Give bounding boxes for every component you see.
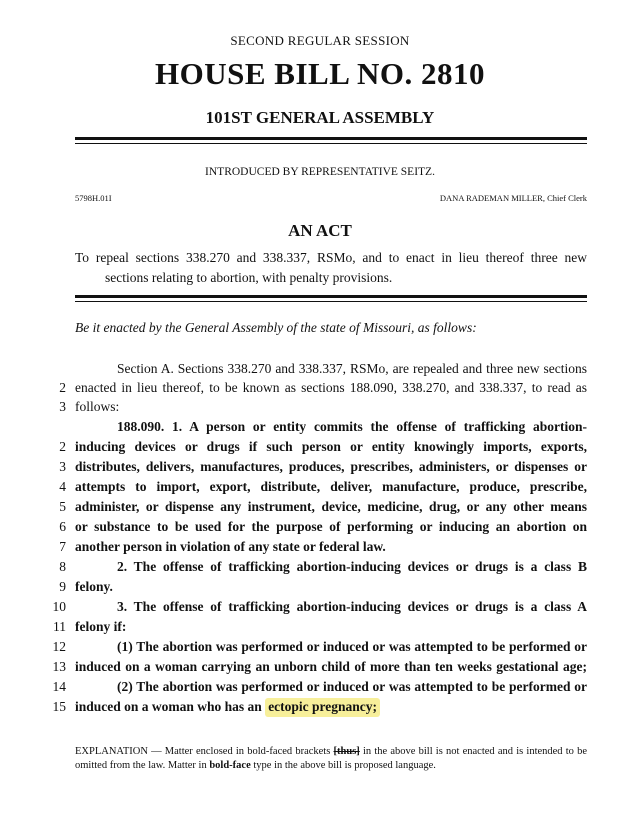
session-label: SECOND REGULAR SESSION: [230, 33, 410, 48]
section-a-line: Section A. Sections 338.270 and 338.337, RSMo, are repealed and three new sections: [117, 361, 587, 376]
line-number: 2: [59, 439, 66, 454]
section-188090-line: (2) The abortion was performed or induced or was attempted to be performed or: [117, 679, 587, 694]
line-number: 12: [52, 639, 66, 654]
bold-face-example: bold-face: [209, 760, 251, 771]
section-a-line: follows:: [75, 399, 120, 414]
explanation-note: [75, 745, 587, 773]
line-number: 2: [59, 380, 66, 395]
bill-number: HOUSE BILL NO. 2810: [155, 56, 485, 91]
section-188090-line: administer, or dispense any instrument, device, medicine, drug, or any other means: [75, 499, 587, 514]
introduced-by: INTRODUCED BY REPRESENTATIVE SEITZ.: [205, 166, 435, 178]
line-number: 9: [59, 579, 66, 594]
section-188090-line: induced on a woman carrying an unborn child of more than ten weeks gestational age;: [75, 659, 587, 674]
section-a-line: enacted in lieu thereof, to be known as sections 188.090, 338.270, and 338.337, to read as: [75, 380, 587, 395]
line-number: 5: [59, 499, 66, 514]
section-188090-line: distributes, delivers, manufactures, produces, prescribes, administers, or dispenses or: [75, 459, 587, 474]
section-188090-line: inducing devices or drugs if such person or entity knowingly imports, exports,: [75, 439, 587, 454]
document-id: 5798H.01I: [75, 193, 112, 203]
line-number: 15: [52, 699, 66, 714]
line-number: 6: [59, 519, 66, 534]
act-title: AN ACT: [288, 221, 352, 240]
line-number: 7: [59, 539, 66, 554]
line-number: 10: [52, 599, 66, 614]
section-188090-line: another person in violation of any state or federal law.: [75, 539, 386, 554]
assembly-label: 101ST GENERAL ASSEMBLY: [205, 108, 435, 127]
act-rule-thin: [75, 301, 587, 302]
section-188090-line: (1) The abortion was performed or induced or was attempted to be performed or: [117, 639, 587, 654]
line-number: 14: [52, 679, 66, 694]
struck-example: [thus]: [333, 746, 360, 757]
line-number: 3: [59, 459, 66, 474]
act-rule-thick: [75, 295, 587, 298]
section-188090-line: 188.090. 1. A person or entity commits the offense of trafficking abortion-: [117, 419, 587, 434]
explanation-part-1: EXPLANATION — Matter enclosed in bold-faced brackets: [75, 746, 331, 757]
section-188090-line: attempts to import, export, distribute, deliver, manufacture, produce, prescribe,: [75, 479, 587, 494]
section-188090-line: 3. The offense of trafficking abortion-inducing devices or drugs is a class A: [117, 599, 587, 614]
section-188090-line-last: [75, 697, 587, 716]
line-number: 8: [59, 559, 66, 574]
line-number: 4: [59, 479, 66, 494]
section-188090-line: felony if:: [75, 619, 127, 634]
section-188090-line-text: induced on a woman who has an: [75, 699, 262, 714]
highlighted-text: ectopic pregnancy;: [265, 698, 380, 717]
section-188090-line: 2. The offense of trafficking abortion-inducing devices or drugs is a class B: [117, 559, 587, 574]
line-number: 13: [52, 659, 66, 674]
act-purpose-line-1: To repeal sections 338.270 and 338.337, RSMo, and to enact in lieu thereof three new: [75, 250, 587, 265]
header-rule-thick: [75, 137, 587, 140]
line-number: 3: [59, 399, 66, 414]
enacting-clause: Be it enacted by the General Assembly of the state of Missouri, as follows:: [75, 320, 477, 335]
chief-clerk: DANA RADEMAN MILLER, Chief Clerk: [439, 193, 587, 203]
header-rule-thin: [75, 143, 587, 144]
section-188090-line: or substance to be used for the purpose of performing or inducing an abortion on: [75, 519, 587, 534]
explanation-part-3: type in the above bill is proposed language.: [253, 760, 436, 771]
line-number: 11: [53, 619, 66, 634]
act-purpose-line-2: sections relating to abortion, with penalty provisions.: [105, 270, 393, 285]
section-188090-line: felony.: [75, 579, 113, 594]
explanation-part-2: in the above bill is not enacted and is intended to be omitted from the law. Matter in: [75, 746, 588, 771]
act-purpose: [75, 248, 587, 288]
